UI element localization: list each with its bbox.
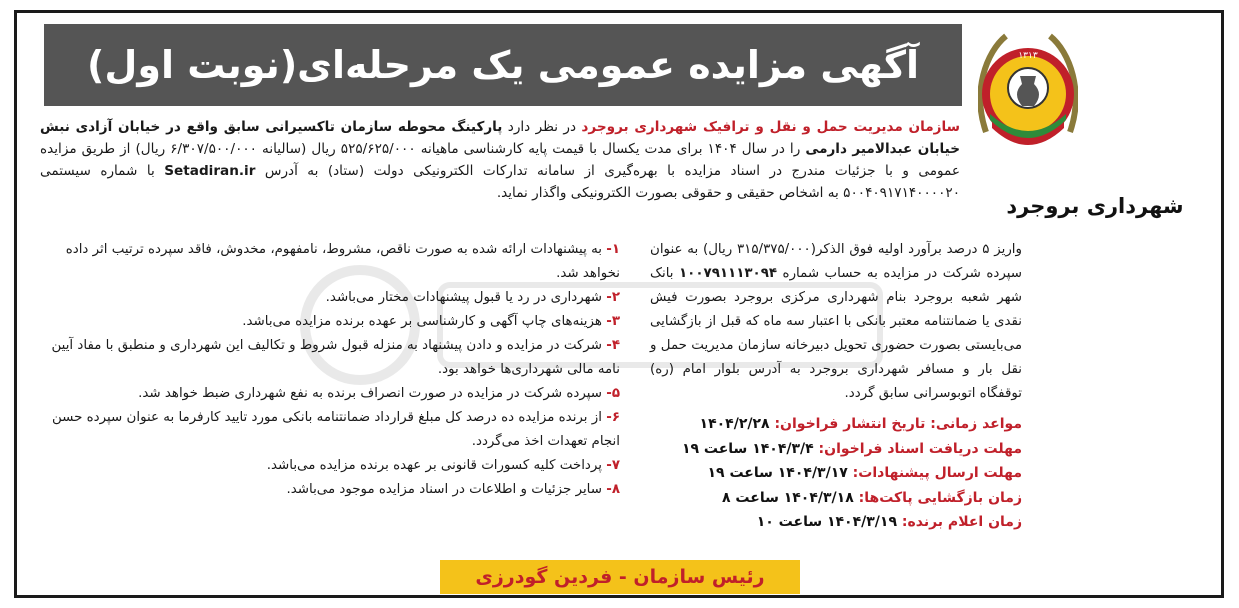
condition-text: سایر جزئیات و اطلاعات در اسناد مزایده موجود می‌باشد. bbox=[286, 482, 607, 497]
condition-item bbox=[40, 286, 620, 310]
condition-number: ۷- bbox=[606, 458, 620, 473]
schedule-item bbox=[650, 461, 1022, 486]
intro-text-1: در نظر دارد bbox=[502, 119, 582, 135]
signature-banner: رئیس سازمان - فردین گودرزی bbox=[440, 560, 800, 594]
condition-number: ۸- bbox=[606, 482, 620, 497]
schedule-value: ۱۴۰۴/۳/۱۹ ساعت ۱۰ bbox=[756, 514, 898, 530]
condition-text: هزینه‌های چاپ آگهی و کارشناسی بر عهده برنده مزایده می‌باشد. bbox=[242, 314, 607, 329]
org-name: شهرداری بروجرد bbox=[1006, 194, 1184, 218]
schedule-list bbox=[650, 412, 1022, 535]
emblem-year: ۱۳۱۳ bbox=[1018, 51, 1038, 61]
schedule-value: ۱۴۰۴/۳/۱۸ ساعت ۸ bbox=[722, 489, 854, 506]
intro-organization: سازمان مدیریت حمل و نقل و ترافیک شهرداری بروجرد bbox=[581, 119, 960, 135]
intro-text-2: را در سال ۱۴۰۴ برای مدت یکسال با قیمت پایه کارشناسی ماهیانه ۵۲۵/۶۲۵/۰۰۰ ریال (سالیانه ۶/۳۰۷/۵۰۰/۰۰۰ ریال) از طریق مزایده عمومی و با جزئیات مندرج در اسناد مزایده با بهره‌گیری از سامانه تدارکات الکترونیکی دولت (ستاد) به آدرس bbox=[40, 141, 960, 179]
condition-text: به پیشنهادات ارائه شده به صورت ناقص، مشروط، نامفهوم، مخدوش، فاقد سپرده ترتیب اثر داده نخواهد شد. bbox=[65, 242, 620, 281]
condition-item bbox=[40, 334, 620, 382]
intro-paragraph bbox=[40, 116, 960, 204]
condition-text: شرکت در مزایده و دادن پیشنهاد به منزله قبول شروط و تکالیف این شهرداری و منطبق با مفاد آیین نامه مالی شهرداری‌ها خواهد بود. bbox=[51, 338, 620, 377]
deposit-column bbox=[650, 238, 1022, 535]
schedule-label: مواعد زمانی: تاریخ انتشار فراخوان: bbox=[769, 416, 1022, 432]
condition-text: پرداخت کلیه کسورات قانونی بر عهده برنده مزایده می‌باشد. bbox=[266, 458, 607, 473]
condition-item bbox=[40, 382, 620, 406]
condition-number: ۴- bbox=[606, 338, 620, 353]
condition-number: ۶- bbox=[606, 410, 620, 425]
deposit-text-1: واریز ۵ درصد برآورد اولیه فوق الذکر(۳۱۵/۳۷۵/۰۰۰ ریال) به عنوان سپرده شرکت در مزایده به حساب شماره bbox=[650, 242, 1022, 281]
schedule-label: مهلت ارسال پیشنهادات: bbox=[847, 465, 1022, 481]
condition-number: ۳- bbox=[606, 314, 620, 329]
condition-text: سپرده شرکت در مزایده در صورت انصراف برنده به نفع شهرداری ضبط خواهد شد. bbox=[138, 386, 607, 401]
deposit-text-2: بانک شهر شعبه بروجرد بنام شهرداری مرکزی بروجرد بصورت فیش نقدی یا ضمانتنامه معتبر بانکی با اعتبار سه ماه که قبل از بازگشایی می‌بایستی بصورت حضوری تحویل دبیرخانه سازمان مدیریت حمل و نقل بار و مسافر شهرداری بروجرد به آدرس بلوار امام (ره) توقفگاه اتوبوسرانی سابق گردد. bbox=[650, 266, 1022, 401]
schedule-label: زمان بازگشایی پاکت‌ها: bbox=[853, 489, 1022, 506]
condition-text: از برنده مزایده ده درصد کل مبلغ قرارداد ضمانتنامه بانکی مورد تایید کارفرما به عنوان سپرده حسن انجام تعهدات اخذ می‌گردد. bbox=[51, 410, 620, 449]
intro-property: پارکینگ محوطه سازمان تاکسیرانی سابق واقع در خیابان آزادی نبش خیابان عبدالامیر دارمی bbox=[40, 119, 961, 157]
schedule-item bbox=[650, 437, 1022, 462]
condition-text: شهرداری در رد یا قبول پیشنهادات مختار می‌باشد. bbox=[325, 290, 607, 305]
schedule-value: ۱۴۰۴/۳/۱۷ ساعت ۱۹ bbox=[707, 465, 848, 481]
schedule-value: ۱۴۰۴/۳/۴ ساعت ۱۹ bbox=[681, 440, 814, 457]
schedule-label: مهلت دریافت اسناد فراخوان: bbox=[813, 440, 1022, 457]
schedule-item bbox=[650, 510, 1022, 535]
condition-item bbox=[40, 478, 620, 502]
schedule-item bbox=[650, 486, 1022, 511]
condition-number: ۵- bbox=[606, 386, 620, 401]
setad-website-link: Setadiran.ir bbox=[164, 163, 256, 179]
schedule-label: زمان اعلام برنده: bbox=[897, 514, 1022, 530]
condition-item bbox=[40, 454, 620, 478]
notice-title: آگهی مزایده عمومی یک مرحله‌ای(نوبت اول) bbox=[44, 24, 962, 106]
condition-item bbox=[40, 406, 620, 454]
municipality-emblem-icon bbox=[978, 22, 1078, 182]
condition-item bbox=[40, 238, 620, 286]
bank-account-number: ۱۰۰۷۹۱۱۱۳۰۹۴ bbox=[679, 266, 778, 281]
condition-number: ۲- bbox=[606, 290, 620, 305]
condition-item bbox=[40, 310, 620, 334]
intro-text-3: با شماره سیستمی ۵۰۰۴۰۹۱۷۱۴۰۰۰۰۲۰ به اشخاص حقیقی و حقوقی بصورت الکترونیکی واگذار نماید. bbox=[40, 163, 960, 201]
deposit-paragraph bbox=[650, 238, 1022, 406]
conditions-list bbox=[40, 238, 620, 502]
schedule-value: ۱۴۰۴/۲/۲۸ bbox=[699, 416, 770, 432]
schedule-item bbox=[650, 412, 1022, 437]
condition-number: ۱- bbox=[606, 242, 620, 257]
